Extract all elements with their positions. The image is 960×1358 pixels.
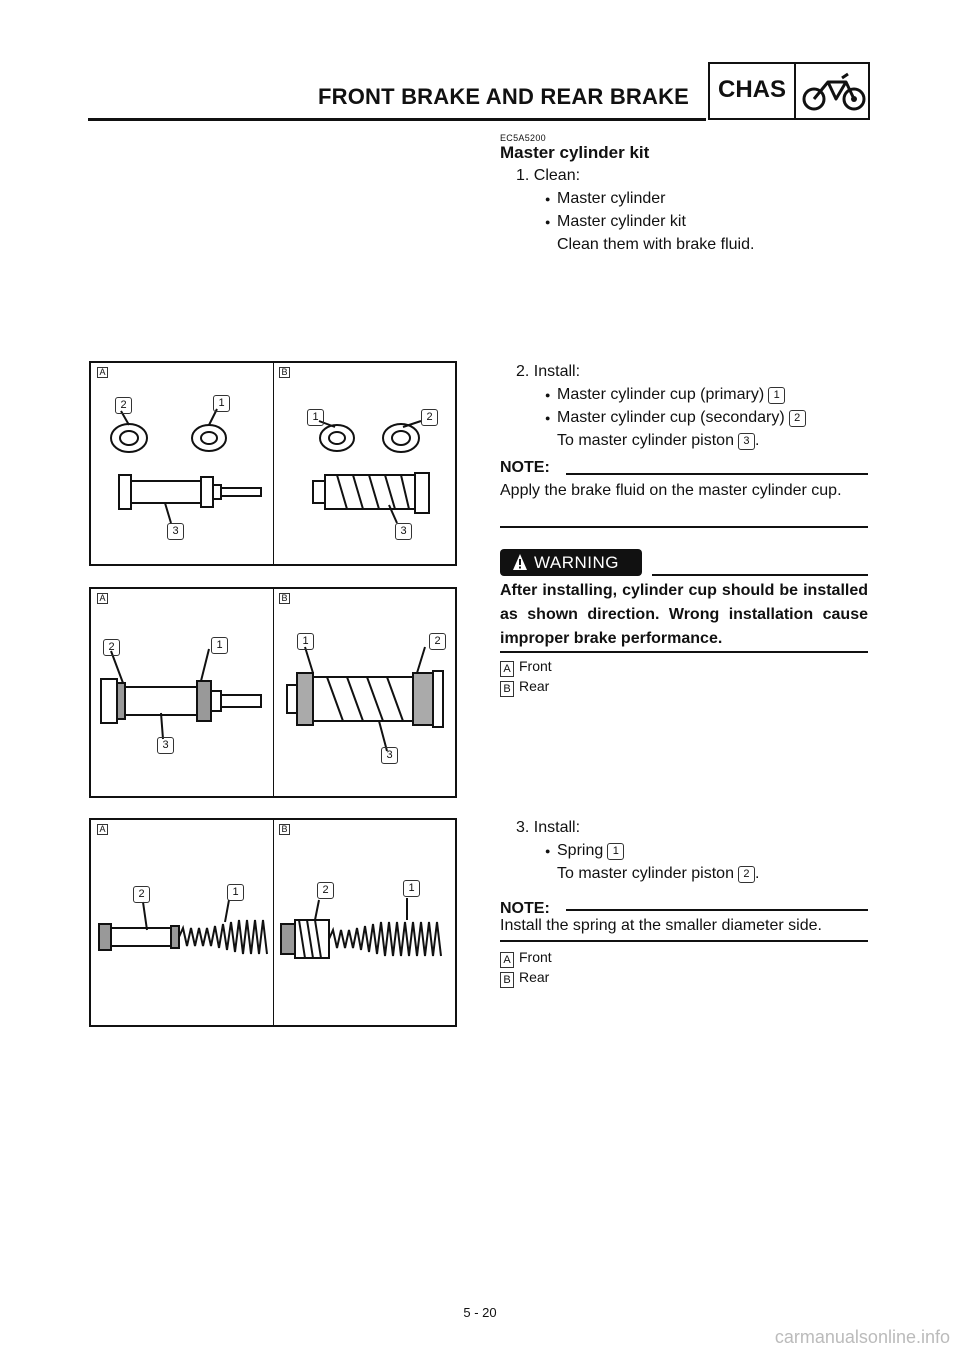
header-rule bbox=[88, 118, 706, 121]
legend-rear bbox=[500, 967, 549, 988]
cups-installed-illustration bbox=[91, 589, 455, 796]
callout-2: 2 bbox=[115, 397, 132, 414]
warning-bottom-rule bbox=[500, 651, 868, 653]
step3-text-body: To master cylinder piston bbox=[557, 865, 734, 882]
callout-1: 1 bbox=[297, 633, 314, 650]
legend-text: Front bbox=[519, 658, 552, 674]
note-text: Install the spring at the smaller diameter side. bbox=[500, 917, 822, 934]
section-badge bbox=[708, 62, 870, 120]
callout-1: 1 bbox=[211, 637, 228, 654]
panel-label-a: A bbox=[97, 824, 108, 835]
section-title: Master cylinder kit bbox=[500, 143, 650, 162]
figure-spring bbox=[89, 818, 457, 1027]
note-bottom-rule bbox=[500, 940, 868, 942]
legend-key: B bbox=[500, 681, 514, 697]
warning-top-rule bbox=[652, 574, 868, 576]
callout-2: 2 bbox=[317, 882, 334, 899]
callout-1: 1 bbox=[307, 409, 324, 426]
warning-label: WARNING bbox=[534, 553, 620, 572]
step1-item-1: ● Master cylinder bbox=[557, 188, 665, 210]
callout-num: 3 bbox=[738, 433, 755, 450]
note-label: NOTE: bbox=[500, 459, 550, 476]
step3-text: To master cylinder piston 2 . bbox=[557, 865, 760, 882]
step2-item-2 bbox=[557, 407, 806, 429]
note-label: NOTE: bbox=[500, 900, 550, 917]
legend-rear bbox=[500, 676, 549, 697]
page-number: 5 - 20 bbox=[463, 1305, 497, 1320]
panel-label-b: B bbox=[279, 824, 290, 835]
legend-key: B bbox=[500, 972, 514, 988]
figure-cups-piston bbox=[89, 361, 457, 566]
legend-text: Rear bbox=[519, 969, 550, 985]
spring-illustration bbox=[91, 820, 455, 1025]
legend-front bbox=[500, 656, 552, 677]
legend-text: Front bbox=[519, 949, 552, 965]
note-bottom-rule bbox=[500, 526, 868, 528]
callout-2: 2 bbox=[103, 639, 120, 656]
panel-label-b: B bbox=[279, 593, 290, 604]
step3-item-1-text: Spring bbox=[557, 842, 604, 859]
step3-label: 3. Install: bbox=[516, 819, 581, 836]
step2-item-1 bbox=[557, 384, 785, 406]
section-code: CHAS bbox=[718, 76, 787, 103]
callout-3: 3 bbox=[395, 523, 412, 540]
callout-num: 2 bbox=[789, 410, 806, 427]
warning-icon bbox=[512, 553, 528, 571]
step2-text-body: To master cylinder piston bbox=[557, 432, 734, 449]
figure-cups-installed bbox=[89, 587, 457, 798]
warning-badge bbox=[500, 549, 642, 576]
note-top-rule bbox=[566, 909, 868, 911]
note-top-rule bbox=[566, 473, 868, 475]
callout-1: 1 bbox=[213, 395, 230, 412]
panel-label-a: A bbox=[97, 367, 108, 378]
step1-label: 1. Clean: bbox=[516, 167, 581, 184]
step2-item-1-text: Master cylinder cup (primary) bbox=[557, 386, 765, 403]
watermark: carmanualsonline.info bbox=[774, 1327, 950, 1347]
callout-2: 2 bbox=[421, 409, 438, 426]
motorcycle-icon bbox=[802, 72, 868, 112]
callout-num: 1 bbox=[768, 387, 785, 404]
callout-2: 2 bbox=[133, 886, 150, 903]
note-text: Apply the brake fluid on the master cylinder cup. bbox=[500, 482, 842, 499]
callout-num: 2 bbox=[738, 866, 755, 883]
callout-2: 2 bbox=[429, 633, 446, 650]
panel-label-a: A bbox=[97, 593, 108, 604]
callout-1: 1 bbox=[227, 884, 244, 901]
callout-1: 1 bbox=[403, 880, 420, 897]
step1-text: Clean them with brake fluid. bbox=[557, 236, 755, 253]
legend-front bbox=[500, 947, 552, 968]
warning-text: After installing, cylinder cup should be installed as shown direction. Wrong installation cause improper brake performance. bbox=[500, 582, 868, 647]
legend-key: A bbox=[500, 952, 514, 968]
step1-item-2: ● Master cylinder kit bbox=[557, 211, 686, 233]
legend-key: A bbox=[500, 661, 514, 677]
callout-3: 3 bbox=[381, 747, 398, 764]
step2-text: To master cylinder piston 3 . bbox=[557, 432, 760, 449]
step2-label: 2. Install: bbox=[516, 363, 581, 380]
step3-item-1 bbox=[557, 840, 624, 862]
legend-text: Rear bbox=[519, 678, 550, 694]
panel-label-b: B bbox=[279, 367, 290, 378]
badge-divider bbox=[794, 64, 796, 118]
page-title: FRONT BRAKE AND REAR BRAKE bbox=[318, 84, 690, 109]
callout-3: 3 bbox=[167, 523, 184, 540]
callout-3: 3 bbox=[157, 737, 174, 754]
callout-num: 1 bbox=[607, 843, 624, 860]
section-code-id: EC5A5200 bbox=[500, 133, 546, 143]
step2-item-2-text: Master cylinder cup (secondary) bbox=[557, 409, 785, 426]
